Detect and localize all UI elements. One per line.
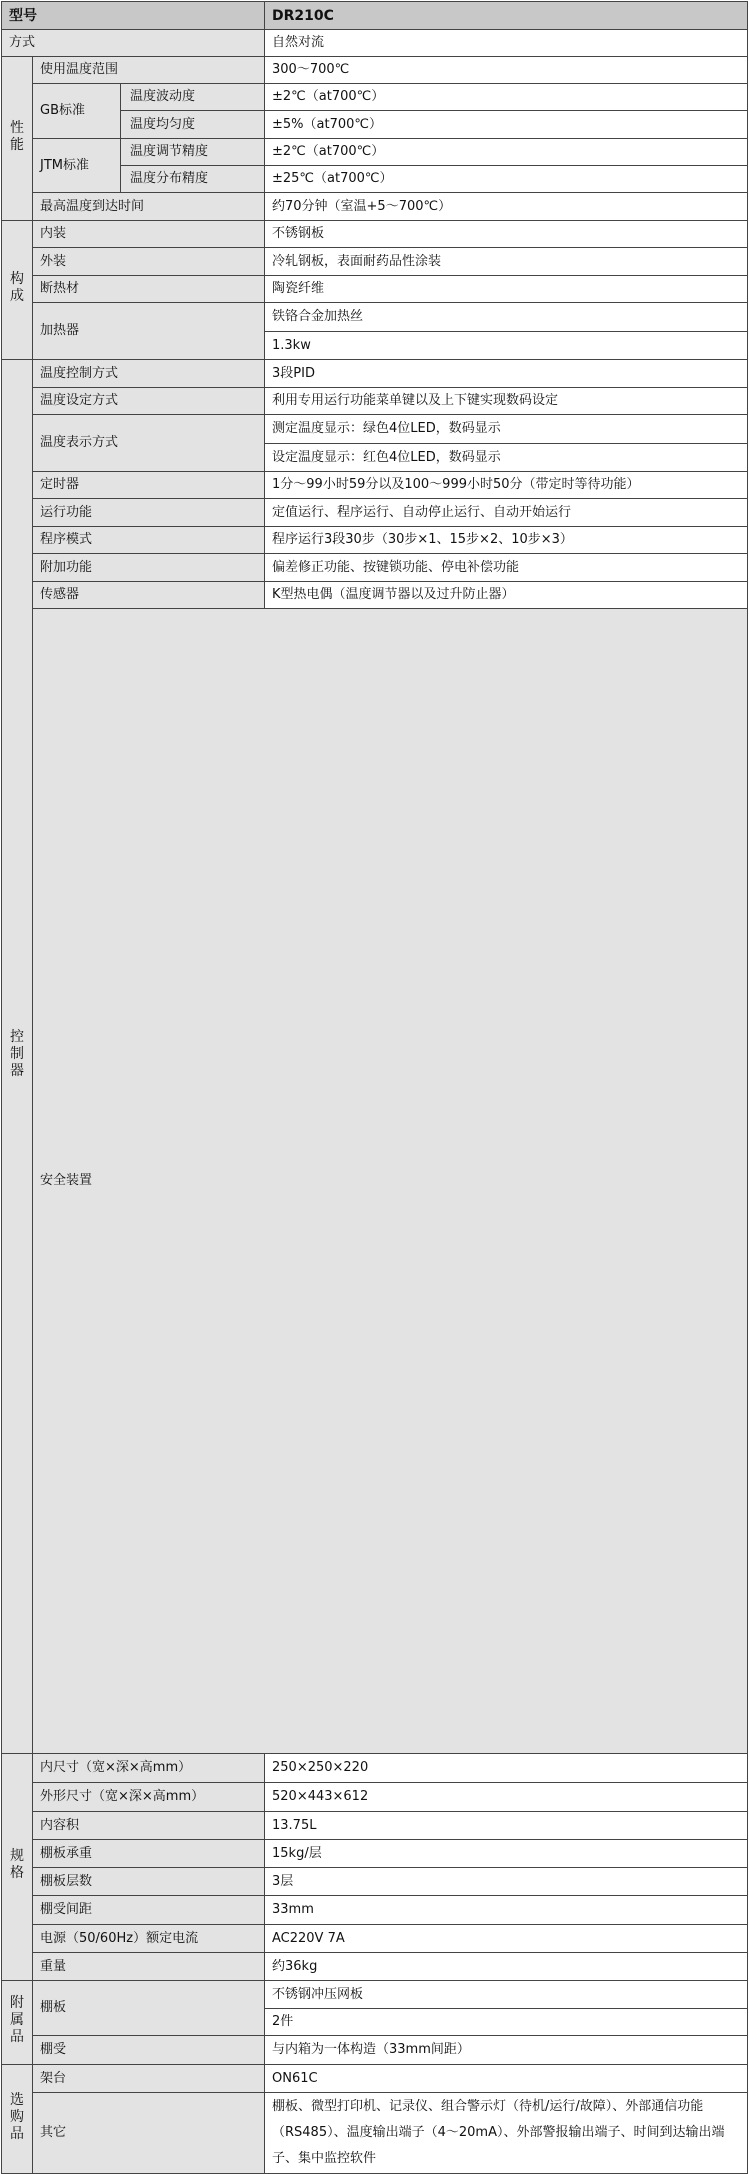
model-label: 型号 — [2, 2, 265, 30]
category-spec: 规格 — [2, 1754, 33, 1981]
inner-label: 内装 — [33, 221, 265, 248]
heater-value-2: 1.3kw — [265, 332, 748, 360]
temp-distribution-precision-label: 温度分布精度 — [121, 166, 265, 193]
stand-value: ON61C — [265, 2065, 748, 2093]
control-method-label: 温度控制方式 — [33, 360, 265, 388]
spec-row-label: 内尺寸（宽×深×高mm） — [33, 1754, 265, 1783]
temp-adjust-precision-value: ±2℃（at700℃） — [265, 139, 748, 166]
display-measured-value: 测定温度显示：绿色4位LED，数码显示 — [265, 415, 748, 444]
temp-range-label: 使用温度范围 — [33, 57, 265, 84]
heater-label: 加热器 — [33, 303, 265, 360]
spec-row-value: 3层 — [265, 1868, 748, 1896]
spec-row-label: 重量 — [33, 1953, 265, 1981]
extra-function-value: 偏差修正功能、按键锁功能、停电补偿功能 — [265, 554, 748, 582]
category-controller: 控制器 — [2, 360, 33, 1754]
temp-distribution-precision-value: ±25℃（at700℃） — [265, 166, 748, 193]
spec-row-label: 内容积 — [33, 1812, 265, 1840]
shelf-value-2: 2件 — [265, 2009, 748, 2036]
shelf-label: 棚板 — [33, 1981, 265, 2036]
gb-standard-label: GB标准 — [33, 84, 121, 139]
shelf-support-label: 棚受 — [33, 2036, 265, 2065]
temp-adjust-precision-label: 温度调节精度 — [121, 139, 265, 166]
timer-label: 定时器 — [33, 472, 265, 499]
spec-row-value: 13.75L — [265, 1812, 748, 1840]
spec-row-value: 250×250×220 — [265, 1754, 748, 1783]
spec-row-label: 电源（50/60Hz）额定电流 — [33, 1925, 265, 1953]
extra-function-label: 附加功能 — [33, 554, 265, 582]
temp-uniformity-label: 温度均匀度 — [121, 111, 265, 139]
temp-uniformity-value: ±5%（at700℃） — [265, 111, 748, 139]
spec-row-value: 520×443×612 — [265, 1783, 748, 1812]
spec-row-value: 15kg/层 — [265, 1840, 748, 1868]
run-function-label: 运行功能 — [33, 499, 265, 527]
insulation-value: 陶瓷纤维 — [265, 276, 748, 303]
display-method-label: 温度表示方式 — [33, 415, 265, 472]
sensor-label: 传感器 — [33, 582, 265, 609]
control-method-value: 3段PID — [265, 360, 748, 388]
stand-label: 架台 — [33, 2065, 265, 2093]
outer-value: 冷轧钢板，表面耐药品性涂装 — [265, 248, 748, 276]
timer-value: 1分～99小时59分以及100～999小时50分（带定时等待功能） — [265, 472, 748, 499]
insulation-label: 断热材 — [33, 276, 265, 303]
category-accessories: 附属品 — [2, 1981, 33, 2065]
display-set-value: 设定温度显示：红色4位LED，数码显示 — [265, 444, 748, 472]
outer-label: 外装 — [33, 248, 265, 276]
category-performance: 性能 — [2, 57, 33, 221]
spec-row-label: 棚受间距 — [33, 1896, 265, 1925]
program-mode-value: 程序运行3段30步（30步×1、15步×2、10步×3） — [265, 527, 748, 554]
max-temp-time-value: 约70分钟（室温+5～700℃） — [265, 193, 748, 221]
category-options: 选购品 — [2, 2065, 33, 2174]
setting-method-value: 利用专用运行功能菜单键以及上下键实现数码设定 — [265, 388, 748, 415]
shelf-value-1: 不锈钢冲压网板 — [265, 1981, 748, 2009]
jtm-standard-label: JTM标准 — [33, 139, 121, 193]
run-function-value: 定值运行、程序运行、自动停止运行、自动开始运行 — [265, 499, 748, 527]
category-construction: 构成 — [2, 221, 33, 360]
spec-row-value: AC220V 7A — [265, 1925, 748, 1953]
method-label: 方式 — [2, 30, 265, 57]
shelf-support-value: 与内箱为一体构造（33mm间距） — [265, 2036, 748, 2065]
safety-label: 安全装置 — [33, 609, 748, 1754]
other-label: 其它 — [33, 2093, 265, 2174]
setting-method-label: 温度设定方式 — [33, 388, 265, 415]
spec-row-label: 外形尺寸（宽×深×高mm） — [33, 1783, 265, 1812]
sensor-value: K型热电偶（温度调节器以及过升防止器） — [265, 582, 748, 609]
max-temp-time-label: 最高温度到达时间 — [33, 193, 265, 221]
spec-row-value: 33mm — [265, 1896, 748, 1925]
other-value: 棚板、微型打印机、记录仪、组合警示灯（待机/运行/故障）、外部通信功能（RS485）、温度输出端子（4～20mA）、外部警报输出端子、时间到达输出端子、集中监控软件 — [265, 2093, 748, 2174]
model-value: DR210C — [265, 2, 748, 30]
inner-value: 不锈钢板 — [265, 221, 748, 248]
heater-value-1: 铁铬合金加热丝 — [265, 303, 748, 332]
temp-range-value: 300～700℃ — [265, 57, 748, 84]
spec-row-label: 棚板承重 — [33, 1840, 265, 1868]
method-value: 自然对流 — [265, 30, 748, 57]
spec-row-label: 棚板层数 — [33, 1868, 265, 1896]
temp-fluctuation-label: 温度波动度 — [121, 84, 265, 111]
program-mode-label: 程序模式 — [33, 527, 265, 554]
spec-row-value: 约36kg — [265, 1953, 748, 1981]
spec-table — [1, 1, 748, 2174]
temp-fluctuation-value: ±2℃（at700℃） — [265, 84, 748, 111]
